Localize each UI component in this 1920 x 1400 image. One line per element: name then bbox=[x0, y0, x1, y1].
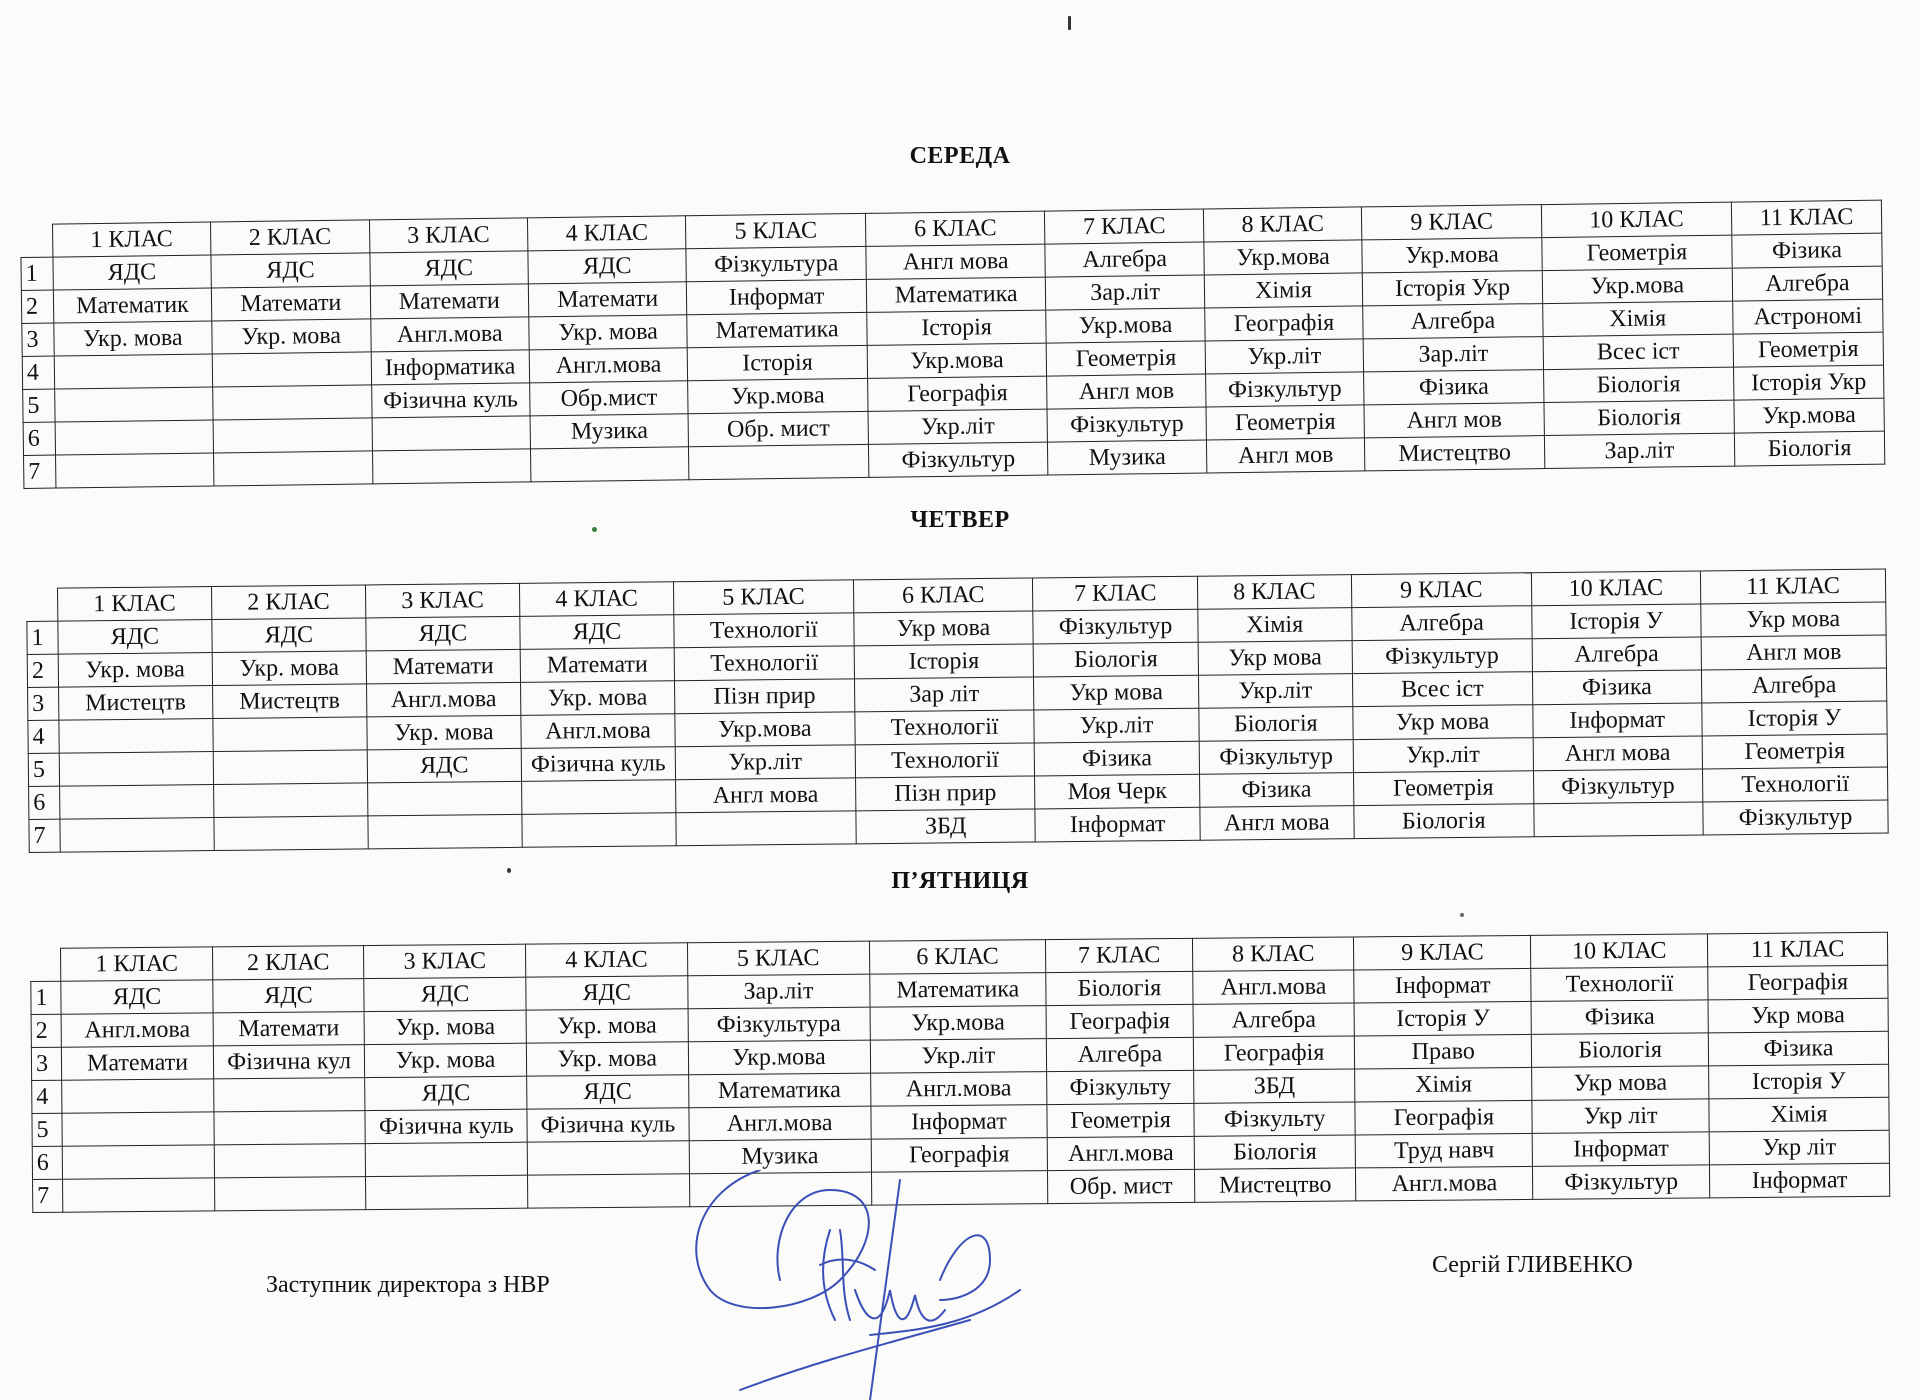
subject-cell: Математика bbox=[687, 312, 867, 347]
lesson-number: 7 bbox=[33, 1179, 64, 1212]
subject-cell: Обр.мист bbox=[530, 381, 689, 416]
subject-cell: Зар.літ bbox=[1544, 433, 1735, 468]
subject-cell: Мистецтво bbox=[1194, 1168, 1356, 1202]
subject-cell: Фізика bbox=[1364, 370, 1544, 405]
corner-cell bbox=[31, 948, 62, 981]
subject-cell: Математи bbox=[213, 1012, 365, 1046]
subject-cell bbox=[213, 783, 367, 818]
subject-cell bbox=[366, 1142, 528, 1176]
subject-cell: Алгебра bbox=[1363, 304, 1543, 339]
lesson-number: 5 bbox=[32, 1113, 63, 1146]
subject-cell: Англ мова bbox=[866, 244, 1046, 279]
subject-cell: Біологія bbox=[1034, 642, 1199, 677]
column-header-class-8: 8 КЛАС bbox=[1203, 207, 1362, 242]
subject-cell bbox=[522, 813, 676, 848]
column-header-class-2: 2 КЛАС bbox=[211, 220, 370, 255]
subject-cell: Хімія bbox=[1709, 1097, 1889, 1132]
subject-cell bbox=[213, 1078, 365, 1112]
subject-cell: Історія У bbox=[1354, 1001, 1531, 1036]
subject-cell: Англ.мова bbox=[1048, 1136, 1195, 1170]
subject-cell: Біологія bbox=[1734, 431, 1884, 466]
subject-cell bbox=[372, 449, 531, 484]
subject-cell: Укр.мова bbox=[1734, 398, 1884, 433]
subject-cell: Англ мова bbox=[1200, 806, 1354, 841]
scan-speck bbox=[592, 527, 597, 532]
subject-cell: Біологія bbox=[1199, 707, 1353, 742]
subject-cell: ЗБД bbox=[856, 809, 1036, 844]
subject-cell: Інформат bbox=[1532, 703, 1702, 738]
subject-cell: Фізкультур bbox=[1352, 639, 1532, 674]
subject-cell: Інформат bbox=[1035, 807, 1200, 842]
subject-cell: Укр.мова bbox=[1542, 268, 1733, 303]
subject-cell: Математик bbox=[53, 288, 212, 323]
subject-cell: Фізична куль bbox=[527, 1108, 689, 1142]
column-header-class-8: 8 КЛАС bbox=[1192, 937, 1354, 971]
subject-cell: Фізкульту bbox=[1194, 1102, 1356, 1136]
subject-cell: Фізкульту bbox=[1047, 1070, 1194, 1104]
lesson-number: 6 bbox=[23, 422, 55, 455]
subject-cell: Мистецтв bbox=[212, 684, 366, 719]
subject-cell: Математика bbox=[688, 1073, 870, 1108]
subject-cell: Фізика bbox=[1732, 233, 1882, 268]
subject-cell: Англ.мова bbox=[1193, 970, 1355, 1004]
subject-cell: Укр. мова bbox=[520, 681, 674, 716]
subject-cell: Укр мова bbox=[1353, 705, 1533, 740]
subject-cell: Фізкультура bbox=[686, 246, 866, 281]
scan-speck bbox=[1460, 913, 1464, 917]
subject-cell: Зар.літ bbox=[1363, 337, 1543, 372]
subject-cell bbox=[212, 352, 371, 387]
subject-cell: Фізкультур bbox=[1033, 609, 1198, 644]
subject-cell: Географія bbox=[1193, 1036, 1355, 1070]
subject-cell: Алгебра bbox=[1732, 266, 1882, 301]
subject-cell bbox=[63, 1178, 215, 1212]
subject-cell: ЯДС bbox=[211, 253, 370, 288]
subject-cell: Географія bbox=[868, 376, 1048, 411]
subject-cell bbox=[213, 418, 372, 453]
subject-cell: ЯДС bbox=[61, 980, 213, 1014]
schedule-table-thursday bbox=[26, 569, 1889, 853]
subject-cell: Англ.мова bbox=[366, 682, 520, 717]
subject-cell: Хімія bbox=[1355, 1067, 1532, 1102]
subject-cell: Астрономі bbox=[1733, 299, 1883, 334]
subject-cell bbox=[1533, 802, 1703, 837]
subject-cell: Математика bbox=[869, 973, 1046, 1008]
subject-cell: Мистецтво bbox=[1365, 436, 1545, 471]
subject-cell: Фізика bbox=[1532, 670, 1702, 705]
subject-cell: Технології bbox=[855, 710, 1035, 745]
subject-cell: Англ мова bbox=[1533, 736, 1703, 771]
lesson-number: 4 bbox=[28, 720, 59, 753]
subject-cell: Математи bbox=[520, 648, 674, 683]
subject-cell: Укр. мова bbox=[364, 1010, 526, 1044]
subject-cell: ЯДС bbox=[366, 616, 520, 651]
column-header-class-5: 5 КЛАС bbox=[687, 941, 869, 976]
subject-cell bbox=[54, 387, 213, 422]
subject-cell bbox=[55, 453, 214, 488]
handwritten-signature bbox=[640, 1170, 1120, 1400]
subject-cell: Алгебра bbox=[1352, 606, 1532, 641]
subject-cell bbox=[214, 1111, 366, 1145]
column-header-class-2: 2 КЛАС bbox=[211, 585, 365, 620]
subject-cell: Фізична куль bbox=[371, 383, 530, 418]
subject-cell: Фізкультур bbox=[1533, 769, 1703, 804]
subject-cell bbox=[60, 818, 214, 853]
subject-cell: Фізика bbox=[1199, 773, 1353, 808]
subject-cell: Технології bbox=[1531, 967, 1708, 1002]
subject-cell: Англ.мова bbox=[689, 1106, 871, 1141]
subject-cell: Хімія bbox=[1204, 273, 1363, 308]
subject-cell: Географія bbox=[871, 1138, 1048, 1173]
subject-cell: Музика bbox=[1048, 440, 1207, 475]
subject-cell: Укр. мова bbox=[365, 1043, 527, 1077]
lesson-number: 3 bbox=[31, 1047, 62, 1080]
subject-cell: Геометрія bbox=[1702, 734, 1887, 769]
subject-cell: Історія bbox=[854, 644, 1034, 679]
subject-cell: ЯДС bbox=[527, 1075, 689, 1109]
subject-cell: Геометрія bbox=[1353, 771, 1533, 806]
column-header-class-6: 6 КЛАС bbox=[853, 578, 1033, 613]
subject-cell: Хімія bbox=[1543, 301, 1734, 336]
subject-cell: Історія Укр bbox=[1363, 271, 1543, 306]
subject-cell: Музика bbox=[530, 414, 689, 449]
lesson-number: 6 bbox=[29, 786, 60, 819]
subject-cell: ЯДС bbox=[365, 1076, 527, 1110]
subject-cell: Укр.мова bbox=[867, 343, 1047, 378]
day-title-friday: П’ЯТНИЦЯ bbox=[891, 868, 1029, 894]
subject-cell: Історія У bbox=[1702, 701, 1887, 736]
subject-cell bbox=[214, 1144, 366, 1178]
subject-cell: Історія bbox=[688, 345, 868, 380]
subject-cell: Укр.літ bbox=[675, 745, 855, 780]
subject-cell: Математи bbox=[211, 286, 370, 321]
lesson-number: 1 bbox=[31, 981, 62, 1014]
subject-cell: Математика bbox=[866, 277, 1046, 312]
column-header-class-4: 4 КЛАС bbox=[519, 582, 673, 617]
subject-cell: Інформат bbox=[1710, 1163, 1890, 1198]
lesson-number: 1 bbox=[21, 257, 53, 290]
scan-speck bbox=[507, 868, 511, 873]
subject-cell: Укр.літ bbox=[870, 1039, 1047, 1074]
subject-cell: Фізика bbox=[1531, 1000, 1708, 1035]
subject-cell: Пізн прир bbox=[674, 679, 854, 714]
schedule-table-wednesday bbox=[20, 200, 1885, 489]
deputy-director-title: Заступник директора з НВР bbox=[266, 1272, 550, 1298]
day-title-wednesday: СЕРЕДА bbox=[909, 143, 1011, 169]
subject-cell: Біологія bbox=[1544, 400, 1735, 435]
subject-cell: Англ мов bbox=[1364, 403, 1544, 438]
subject-cell: Англ.мова bbox=[370, 317, 529, 352]
subject-cell: Укр.літ bbox=[1198, 674, 1352, 709]
lesson-number: 2 bbox=[31, 1014, 62, 1047]
subject-cell: Технології bbox=[1703, 767, 1888, 802]
subject-cell bbox=[62, 1112, 214, 1146]
subject-cell: ЯДС bbox=[212, 618, 366, 653]
lesson-number: 4 bbox=[22, 356, 54, 389]
subject-cell bbox=[213, 717, 367, 752]
column-header-class-10: 10 КЛАС bbox=[1541, 202, 1732, 237]
subject-cell: Укр. мова bbox=[529, 315, 688, 350]
subject-cell: Фізика bbox=[1708, 1031, 1888, 1066]
subject-cell: Обр. мист bbox=[1048, 1169, 1195, 1203]
subject-cell: ЯДС bbox=[58, 620, 212, 655]
subject-cell: Зар.літ bbox=[1046, 275, 1205, 310]
subject-cell: Моя Черк bbox=[1035, 774, 1200, 809]
subject-cell: Геометрія bbox=[1047, 341, 1206, 376]
subject-cell bbox=[55, 420, 214, 455]
subject-cell bbox=[213, 750, 367, 785]
subject-cell bbox=[213, 385, 372, 420]
subject-cell: Інформат bbox=[687, 279, 867, 314]
subject-cell: Історія У bbox=[1531, 604, 1701, 639]
subject-cell: Укр.літ bbox=[1205, 339, 1364, 374]
subject-cell: Алгебра bbox=[1701, 668, 1886, 703]
subject-cell: Англ.мова bbox=[529, 348, 688, 383]
subject-cell: Укр мова bbox=[1034, 675, 1199, 710]
subject-cell: Укр.мова bbox=[1362, 238, 1542, 273]
subject-cell: Фізкультур bbox=[1047, 407, 1206, 442]
column-header-class-9: 9 КЛАС bbox=[1351, 573, 1531, 608]
subject-cell: Мистецтв bbox=[58, 686, 212, 721]
subject-cell: Математи bbox=[366, 649, 520, 684]
subject-cell: Геометрія bbox=[1733, 332, 1883, 367]
subject-cell: Алгебра bbox=[1532, 637, 1702, 672]
subject-cell: Геометрія bbox=[1047, 1103, 1194, 1137]
subject-cell: ЯДС bbox=[526, 976, 688, 1010]
subject-cell: Укр.літ bbox=[1353, 738, 1533, 773]
column-header-class-7: 7 КЛАС bbox=[1045, 209, 1204, 244]
subject-cell: ЗБД bbox=[1193, 1069, 1355, 1103]
subject-cell: Фізична куль bbox=[365, 1109, 527, 1143]
subject-cell bbox=[214, 816, 368, 851]
subject-cell: Історія У bbox=[1709, 1064, 1889, 1099]
subject-cell: Фізична кул bbox=[213, 1045, 365, 1079]
column-header-class-3: 3 КЛАС bbox=[364, 944, 526, 978]
column-header-class-2: 2 КЛАС bbox=[212, 946, 364, 980]
subject-cell: Укр.мова bbox=[688, 1040, 870, 1075]
subject-cell bbox=[59, 785, 213, 820]
lesson-number: 7 bbox=[24, 455, 56, 488]
column-header-class-9: 9 КЛАС bbox=[1354, 935, 1531, 970]
subject-cell: Технології bbox=[674, 646, 854, 681]
subject-cell: Географія bbox=[1708, 965, 1888, 1000]
subject-cell: Укр. мова bbox=[526, 1042, 688, 1076]
subject-cell: Укр. мова bbox=[212, 651, 366, 686]
subject-cell: Фізкультур bbox=[1199, 740, 1353, 775]
subject-cell: Укр літ bbox=[1532, 1099, 1709, 1134]
subject-cell bbox=[676, 811, 856, 846]
subject-cell: Укр. мова bbox=[53, 321, 212, 356]
subject-cell bbox=[62, 1079, 214, 1113]
subject-cell: Укр.мова bbox=[870, 1006, 1047, 1041]
subject-cell: ЯДС bbox=[53, 255, 212, 290]
column-header-class-1: 1 КЛАС bbox=[52, 222, 211, 257]
subject-cell: Англ.мова bbox=[870, 1072, 1047, 1107]
column-header-class-10: 10 КЛАС bbox=[1531, 934, 1708, 969]
subject-cell: Геометрія bbox=[1542, 235, 1733, 270]
subject-cell: Фізкультур bbox=[1205, 372, 1364, 407]
lesson-number: 6 bbox=[32, 1146, 63, 1179]
subject-cell: Обр. мист bbox=[688, 411, 868, 446]
corner-cell bbox=[27, 588, 58, 621]
corner-cell bbox=[21, 224, 53, 257]
subject-cell: Укр.мова bbox=[675, 712, 855, 747]
subject-cell bbox=[521, 780, 675, 815]
column-header-class-4: 4 КЛАС bbox=[527, 216, 686, 251]
subject-cell: Геометрія bbox=[1206, 405, 1365, 440]
subject-cell: Всес іст bbox=[1543, 334, 1734, 369]
column-header-class-10: 10 КЛАС bbox=[1531, 571, 1701, 606]
subject-cell: Географія bbox=[1355, 1100, 1532, 1135]
column-header-class-6: 6 КЛАС bbox=[869, 940, 1046, 975]
subject-cell: Хімія bbox=[1198, 608, 1352, 643]
column-header-class-11: 11 КЛАС bbox=[1700, 569, 1885, 604]
subject-cell: Біологія bbox=[1194, 1135, 1356, 1169]
subject-cell: Історія Укр bbox=[1733, 365, 1883, 400]
subject-cell: Укр мова bbox=[854, 611, 1034, 646]
subject-cell bbox=[530, 447, 689, 482]
column-header-class-5: 5 КЛАС bbox=[673, 580, 853, 615]
subject-cell bbox=[59, 719, 213, 754]
subject-cell bbox=[367, 781, 521, 816]
column-header-class-6: 6 КЛАС bbox=[865, 211, 1045, 246]
lesson-number: 7 bbox=[29, 819, 60, 852]
lesson-number: 2 bbox=[27, 654, 58, 687]
subject-cell: Укр. мова bbox=[367, 715, 521, 750]
subject-cell: Математи bbox=[62, 1046, 214, 1080]
subject-cell: Музика bbox=[689, 1139, 871, 1174]
column-header-class-4: 4 КЛАС bbox=[526, 943, 688, 977]
subject-cell: ЯДС bbox=[213, 979, 365, 1013]
subject-cell: Алгебра bbox=[1045, 242, 1204, 277]
lesson-number: 3 bbox=[28, 687, 59, 720]
subject-cell: Англ мов bbox=[1701, 635, 1886, 670]
subject-cell: Технології bbox=[674, 613, 854, 648]
subject-cell: Укр.мова bbox=[1204, 240, 1363, 275]
subject-cell: Біологія bbox=[1354, 804, 1534, 839]
subject-cell: Математи bbox=[370, 284, 529, 319]
lesson-number: 2 bbox=[21, 290, 53, 323]
subject-cell: Укр літ bbox=[1709, 1130, 1889, 1165]
subject-cell: Історія bbox=[867, 310, 1047, 345]
subject-cell: Фізкультур bbox=[868, 442, 1048, 477]
column-header-class-7: 7 КЛАС bbox=[1046, 938, 1193, 972]
subject-cell: ЯДС bbox=[367, 748, 521, 783]
subject-cell: Труд навч bbox=[1356, 1133, 1533, 1168]
scan-speck bbox=[1068, 16, 1071, 30]
subject-cell bbox=[59, 752, 213, 787]
subject-cell: Фізкультура bbox=[688, 1007, 870, 1042]
subject-cell: Укр мова bbox=[1198, 641, 1352, 676]
subject-cell: Укр.літ bbox=[868, 409, 1048, 444]
lesson-number: 5 bbox=[28, 753, 59, 786]
subject-cell: Укр мова bbox=[1708, 998, 1888, 1033]
subject-cell bbox=[214, 1177, 366, 1211]
subject-cell: Інформатика bbox=[371, 350, 530, 385]
column-header-class-9: 9 КЛАС bbox=[1362, 205, 1542, 240]
subject-cell: ЯДС bbox=[520, 615, 674, 650]
subject-cell bbox=[366, 1175, 528, 1209]
column-header-class-3: 3 КЛАС bbox=[365, 583, 519, 618]
column-header-class-11: 11 КЛАС bbox=[1731, 200, 1881, 235]
signatory-name: Сергій ГЛИВЕНКО bbox=[1432, 1252, 1633, 1278]
subject-cell: Англ.мова bbox=[1356, 1166, 1533, 1201]
subject-cell: Англ.мова bbox=[521, 714, 675, 749]
subject-cell: Англ мов bbox=[1047, 374, 1206, 409]
lesson-number: 3 bbox=[22, 323, 54, 356]
subject-cell: Алгебра bbox=[1193, 1003, 1355, 1037]
subject-cell: Укр мова bbox=[1532, 1066, 1709, 1101]
subject-cell bbox=[63, 1145, 215, 1179]
lesson-number: 1 bbox=[27, 621, 58, 654]
subject-cell: Право bbox=[1355, 1034, 1532, 1069]
column-header-class-1: 1 КЛАС bbox=[61, 947, 213, 981]
subject-cell: Фізкультур bbox=[1703, 800, 1888, 835]
subject-cell: ЯДС bbox=[364, 977, 526, 1011]
subject-cell bbox=[689, 444, 869, 479]
lesson-number: 5 bbox=[23, 389, 55, 422]
subject-cell: Укр. мова bbox=[526, 1009, 688, 1043]
column-header-class-3: 3 КЛАС bbox=[369, 218, 528, 253]
subject-cell: Укр. мова bbox=[212, 319, 371, 354]
subject-cell: Біологія bbox=[1543, 367, 1734, 402]
subject-cell: Географія bbox=[1205, 306, 1364, 341]
subject-cell: Алгебра bbox=[1047, 1037, 1194, 1071]
subject-cell: Географія bbox=[1046, 1004, 1193, 1038]
subject-cell bbox=[214, 451, 373, 486]
subject-cell: Зар літ bbox=[854, 677, 1034, 712]
subject-cell bbox=[372, 416, 531, 451]
column-header-class-7: 7 КЛАС bbox=[1033, 576, 1198, 611]
column-header-class-5: 5 КЛАС bbox=[686, 213, 866, 248]
subject-cell: Біологія bbox=[1046, 971, 1193, 1005]
subject-cell: Укр.мова bbox=[688, 378, 868, 413]
column-header-class-1: 1 КЛАС bbox=[57, 587, 211, 622]
column-header-class-11: 11 КЛАС bbox=[1707, 932, 1887, 967]
subject-cell: Фізкультур bbox=[1533, 1165, 1710, 1200]
day-title-thursday: ЧЕТВЕР bbox=[910, 507, 1010, 533]
subject-cell: Інформат bbox=[1532, 1132, 1709, 1167]
lesson-number: 4 bbox=[32, 1080, 63, 1113]
subject-cell: Математи bbox=[528, 282, 687, 317]
subject-cell bbox=[368, 814, 522, 849]
subject-cell: Фізична куль bbox=[521, 747, 675, 782]
subject-cell: Всес іст bbox=[1352, 672, 1532, 707]
subject-cell: Фізика bbox=[1035, 741, 1200, 776]
subject-cell: Укр.мова bbox=[1046, 308, 1205, 343]
column-header-class-8: 8 КЛАС bbox=[1197, 575, 1351, 610]
subject-cell: Укр.літ bbox=[1034, 708, 1199, 743]
subject-cell: Біологія bbox=[1532, 1033, 1709, 1068]
subject-cell: Пізн прир bbox=[855, 776, 1035, 811]
subject-cell: ЯДС bbox=[369, 251, 528, 286]
subject-cell: ЯДС bbox=[528, 249, 687, 284]
subject-cell: Укр мова bbox=[1701, 602, 1886, 637]
subject-cell: Технології bbox=[855, 743, 1035, 778]
subject-cell bbox=[54, 354, 213, 389]
subject-cell: Англ.мова bbox=[61, 1013, 213, 1047]
subject-cell: Англ мов bbox=[1206, 438, 1365, 473]
subject-cell: Інформат bbox=[1354, 968, 1531, 1003]
subject-cell: Зар.літ bbox=[687, 974, 869, 1009]
subject-cell: Англ мова bbox=[676, 778, 856, 813]
subject-cell: Укр. мова bbox=[58, 653, 212, 688]
subject-cell: Інформат bbox=[870, 1105, 1047, 1140]
